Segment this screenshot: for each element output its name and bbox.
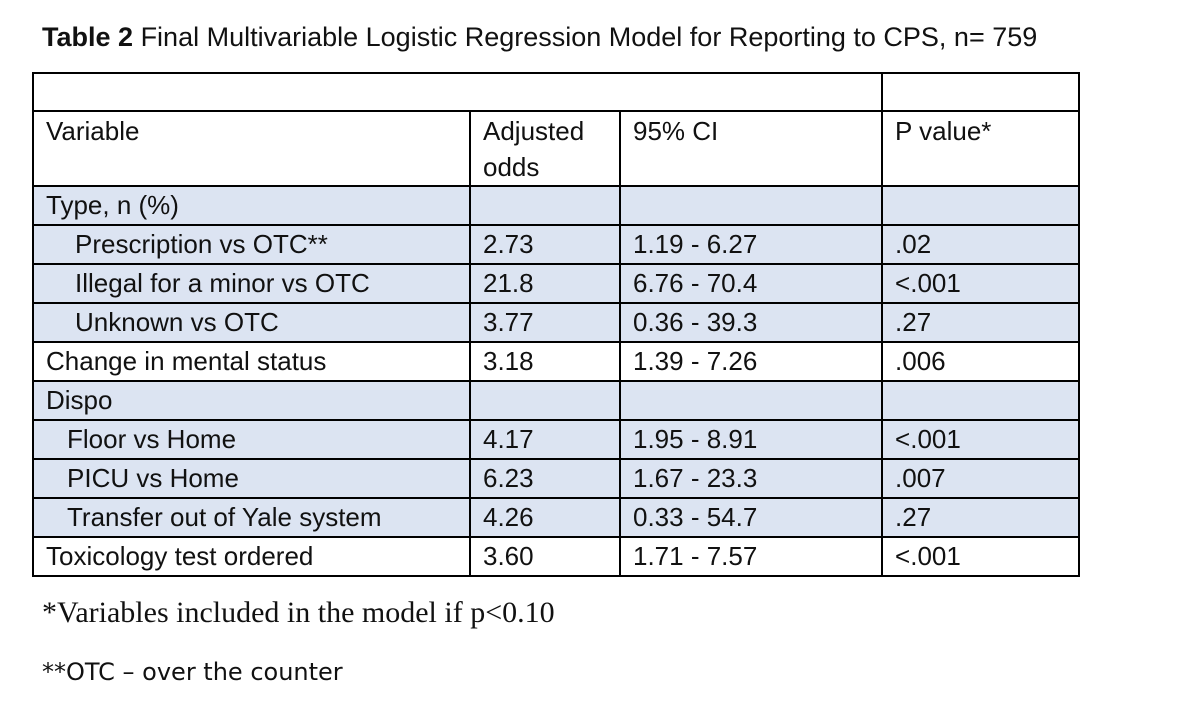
row-label: PICU vs Home <box>33 459 470 498</box>
table-row <box>33 459 1079 498</box>
ci-cell: 1.67 - 23.3 <box>620 459 882 498</box>
row-label: Illegal for a minor vs OTC <box>33 264 470 303</box>
table-title-text: Final Multivariable Logistic Regression Model for Reporting to CPS, n= 759 <box>140 22 1038 52</box>
p-value-cell: .007 <box>882 459 1079 498</box>
table-row <box>33 537 1079 576</box>
ci-cell: 0.33 - 54.7 <box>620 498 882 537</box>
ci-cell <box>620 381 882 420</box>
p-value-cell: .27 <box>882 303 1079 342</box>
row-label: Dispo <box>33 381 470 420</box>
table-title <box>42 20 1037 54</box>
table-row <box>33 420 1079 459</box>
table-row <box>33 381 1079 420</box>
adjusted-odds-cell: 2.73 <box>470 225 620 264</box>
adjusted-odds-cell: 4.26 <box>470 498 620 537</box>
table-row <box>33 303 1079 342</box>
p-value-cell: .02 <box>882 225 1079 264</box>
blank-cell <box>882 73 1079 111</box>
p-value-cell: .27 <box>882 498 1079 537</box>
header-variable: Variable <box>33 111 470 186</box>
ci-cell: 6.76 - 70.4 <box>620 264 882 303</box>
ci-cell: 1.71 - 7.57 <box>620 537 882 576</box>
ci-cell: 1.95 - 8.91 <box>620 420 882 459</box>
ci-cell <box>620 186 882 225</box>
p-value-cell: .006 <box>882 342 1079 381</box>
adjusted-odds-cell: 4.17 <box>470 420 620 459</box>
footnote-variables: *Variables included in the model if p<0.10 <box>42 596 555 629</box>
adjusted-odds-cell: 3.18 <box>470 342 620 381</box>
table-row <box>33 186 1079 225</box>
ci-cell: 0.36 - 39.3 <box>620 303 882 342</box>
row-label: Change in mental status <box>33 342 470 381</box>
table-number: Table 2 <box>42 22 134 52</box>
p-value-cell: <.001 <box>882 420 1079 459</box>
header-ci: 95% CI <box>620 111 882 186</box>
table-row <box>33 225 1079 264</box>
header-adjusted-odds: Adjusted odds <box>470 111 620 186</box>
ci-cell: 1.39 - 7.26 <box>620 342 882 381</box>
row-label: Unknown vs OTC <box>33 303 470 342</box>
adjusted-odds-cell: 6.23 <box>470 459 620 498</box>
row-label: Type, n (%) <box>33 186 470 225</box>
table-row <box>33 264 1079 303</box>
ci-cell: 1.19 - 6.27 <box>620 225 882 264</box>
p-value-cell <box>882 186 1079 225</box>
adjusted-odds-cell: 3.60 <box>470 537 620 576</box>
p-value-cell <box>882 381 1079 420</box>
row-label: Prescription vs OTC** <box>33 225 470 264</box>
adjusted-odds-cell: 21.8 <box>470 264 620 303</box>
table-row <box>33 498 1079 537</box>
adjusted-odds-cell: 3.77 <box>470 303 620 342</box>
header-row <box>33 111 1079 186</box>
row-label: Floor vs Home <box>33 420 470 459</box>
row-label: Toxicology test ordered <box>33 537 470 576</box>
footnote-otc: **OTC – over the counter <box>42 658 343 686</box>
table-row <box>33 342 1079 381</box>
blank-cell <box>33 73 882 111</box>
header-p-value: P value* <box>882 111 1079 186</box>
adjusted-odds-cell <box>470 381 620 420</box>
blank-row <box>33 73 1079 111</box>
row-label: Transfer out of Yale system <box>33 498 470 537</box>
p-value-cell: <.001 <box>882 264 1079 303</box>
regression-table <box>32 72 1080 577</box>
adjusted-odds-cell <box>470 186 620 225</box>
p-value-cell: <.001 <box>882 537 1079 576</box>
